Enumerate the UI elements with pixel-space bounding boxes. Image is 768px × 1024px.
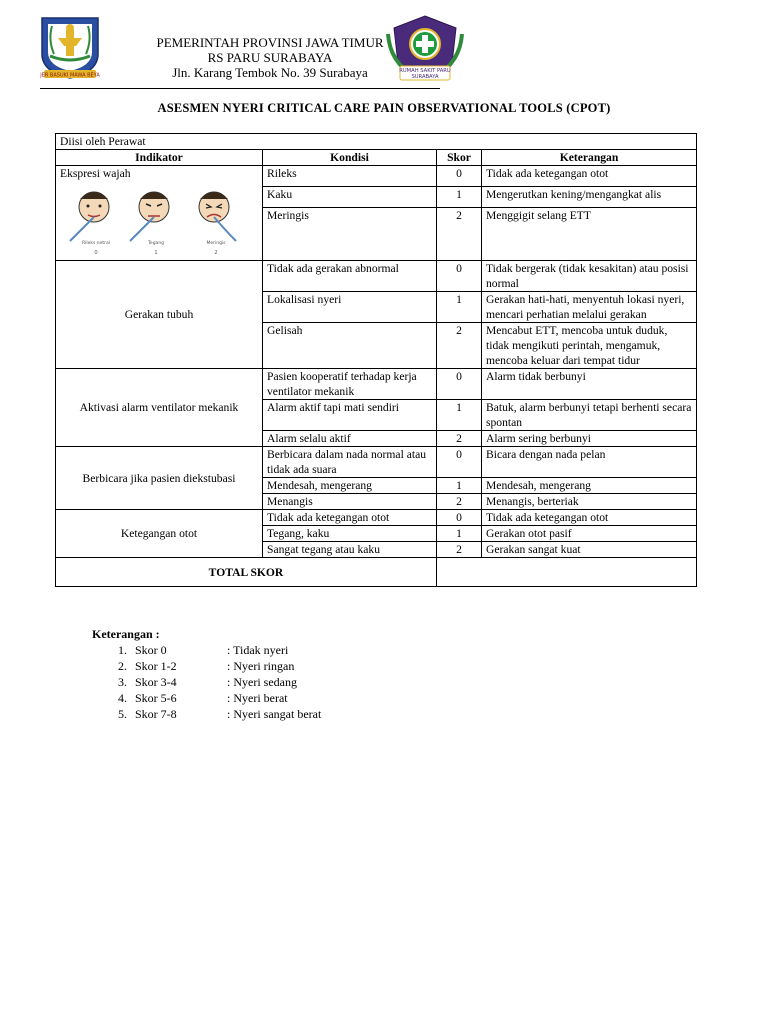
note-label: Skor 5-6: [135, 691, 177, 705]
kondisi-cell: Menangis: [263, 494, 437, 510]
keterangan-cell: Gerakan hati-hati, menyentuh lokasi nyeri, mencari perhatian melalui gerakan: [482, 292, 697, 323]
indikator-ekspresi-label: Ekspresi wajah: [60, 167, 131, 180]
list-item: [92, 674, 321, 690]
note-desc: : Nyeri ringan: [227, 659, 295, 673]
rs-paru-logo: [384, 14, 466, 84]
filled-by-label: Diisi oleh Perawat: [56, 134, 697, 150]
kondisi-cell: Alarm selalu aktif: [263, 431, 437, 447]
keterangan-cell: Gerakan otot pasif: [482, 526, 697, 542]
kondisi-cell: Alarm aktif tapi mati sendiri: [263, 400, 437, 431]
note-number: 4.: [118, 691, 127, 705]
table-row: [56, 261, 697, 292]
keterangan-cell: Tidak ada ketegangan otot: [482, 510, 697, 526]
page-title: ASESMEN NYERI CRITICAL CARE PAIN OBSERVATIONAL TOOLS (CPOT): [157, 101, 611, 115]
indikator-berbicara: Berbicara jika pasien diekstubasi: [56, 447, 263, 510]
notes-heading: Keterangan :: [92, 627, 160, 641]
face-relaxed-icon: [70, 192, 110, 256]
skor-cell: 0: [437, 510, 482, 526]
kondisi-cell: Kaku: [263, 187, 437, 208]
skor-cell: 0: [437, 166, 482, 187]
total-skor-label: TOTAL SKOR: [56, 558, 437, 587]
skor-cell: 1: [437, 292, 482, 323]
keterangan-cell: Bicara dengan nada pelan: [482, 447, 697, 478]
skor-cell: 1: [437, 478, 482, 494]
face-score-0: 0: [94, 250, 98, 256]
header-address: Jln. Karang Tembok No. 39 Surabaya: [172, 65, 368, 80]
kondisi-cell: Meringis: [263, 208, 437, 261]
total-skor-value[interactable]: [437, 558, 697, 587]
note-number: 3.: [118, 675, 127, 689]
indikator-gerakan-tubuh: Gerakan tubuh: [56, 261, 263, 369]
keterangan-cell: Gerakan sangat kuat: [482, 542, 697, 558]
left-logo-motto: JER BASUKI MAWA BEYA: [40, 72, 100, 79]
kondisi-cell: Tidak ada ketegangan otot: [263, 510, 437, 526]
keterangan-cell: Batuk, alarm berbunyi tetapi berhenti secara spontan: [482, 400, 697, 431]
kondisi-cell: Gelisah: [263, 323, 437, 369]
skor-cell: 1: [437, 400, 482, 431]
header-kondisi: Kondisi: [263, 150, 437, 166]
keterangan-cell: Mengerutkan kening/mengangkat alis: [482, 187, 697, 208]
total-row: [56, 558, 697, 587]
keterangan-cell: Alarm tidak berbunyi: [482, 369, 697, 400]
face-label-1: Tegang: [147, 241, 165, 246]
cpot-table: [55, 133, 697, 587]
face-score-2: 2: [214, 250, 218, 256]
skor-cell: 2: [437, 431, 482, 447]
skor-cell: 0: [437, 261, 482, 292]
list-item: [92, 706, 321, 722]
keterangan-cell: Mendesah, mengerang: [482, 478, 697, 494]
kondisi-cell: Tidak ada gerakan abnormal: [263, 261, 437, 292]
kondisi-cell: Berbicara dalam nada normal atau tidak ada suara: [263, 447, 437, 478]
note-desc: : Nyeri sangat berat: [227, 707, 322, 721]
table-row: [56, 510, 697, 526]
face-score-1: 1: [154, 250, 158, 256]
keterangan-cell: Tidak bergerak (tidak kesakitan) atau posisi normal: [482, 261, 697, 292]
note-label: Skor 0: [135, 643, 167, 657]
face-grimacing-icon: [199, 192, 236, 256]
kondisi-cell: Tegang, kaku: [263, 526, 437, 542]
note-number: 2.: [118, 659, 127, 673]
face-label-0: Rileks netral: [81, 241, 111, 246]
keterangan-cell: Mencabut ETT, mencoba untuk duduk, tidak mengikuti perintah, mengamuk, mencoba keluar dari tempat tidur: [482, 323, 697, 369]
keterangan-cell: Tidak ada ketegangan otot: [482, 166, 697, 187]
table-row: [56, 166, 697, 187]
note-number: 1.: [118, 643, 127, 657]
skor-cell: 2: [437, 208, 482, 261]
keterangan-cell: Menangis, berteriak: [482, 494, 697, 510]
facial-expression-illustration: [60, 185, 256, 257]
table-header-row: [56, 150, 697, 166]
header-government: PEMERINTAH PROVINSI JAWA TIMUR: [156, 35, 384, 50]
indikator-ketegangan-otot: Ketegangan otot: [56, 510, 263, 558]
indikator-ekspresi-wajah: [56, 166, 263, 261]
right-logo-text2: SURABAYA: [411, 74, 439, 80]
skor-cell: 0: [437, 369, 482, 400]
note-label: Skor 7-8: [135, 707, 177, 721]
note-desc: : Nyeri sedang: [227, 675, 297, 689]
table-row: [56, 447, 697, 478]
notes-section: [92, 626, 321, 722]
table-row: [56, 369, 697, 400]
header-skor: Skor: [437, 150, 482, 166]
skor-cell: 0: [437, 447, 482, 478]
face-label-2: Meringis: [206, 241, 226, 246]
indikator-aktivasi-alarm: Aktivasi alarm ventilator mekanik: [56, 369, 263, 447]
note-number: 5.: [118, 707, 127, 721]
skor-cell: 1: [437, 187, 482, 208]
right-logo-text1: RUMAH SAKIT PARU: [399, 68, 451, 74]
skor-cell: 2: [437, 542, 482, 558]
kondisi-cell: Mendesah, mengerang: [263, 478, 437, 494]
header-divider: [40, 88, 440, 89]
note-label: Skor 3-4: [135, 675, 177, 689]
list-item: [92, 690, 321, 706]
kondisi-cell: Lokalisasi nyeri: [263, 292, 437, 323]
list-item: [92, 658, 321, 674]
skor-cell: 2: [437, 323, 482, 369]
face-tense-icon: [130, 192, 169, 256]
note-desc: : Tidak nyeri: [227, 643, 289, 657]
note-label: Skor 1-2: [135, 659, 177, 673]
kondisi-cell: Pasien kooperatif terhadap kerja ventilator mekanik: [263, 369, 437, 400]
keterangan-cell: Menggigit selang ETT: [482, 208, 697, 261]
list-item: [92, 642, 321, 658]
kondisi-cell: Rileks: [263, 166, 437, 187]
skor-cell: 2: [437, 494, 482, 510]
skor-cell: 1: [437, 526, 482, 542]
header-keterangan: Keterangan: [482, 150, 697, 166]
note-desc: : Nyeri berat: [227, 691, 288, 705]
header-indikator: Indikator: [56, 150, 263, 166]
header-hospital-name: RS PARU SURABAYA: [207, 50, 333, 65]
kondisi-cell: Sangat tegang atau kaku: [263, 542, 437, 558]
keterangan-cell: Alarm sering berbunyi: [482, 431, 697, 447]
